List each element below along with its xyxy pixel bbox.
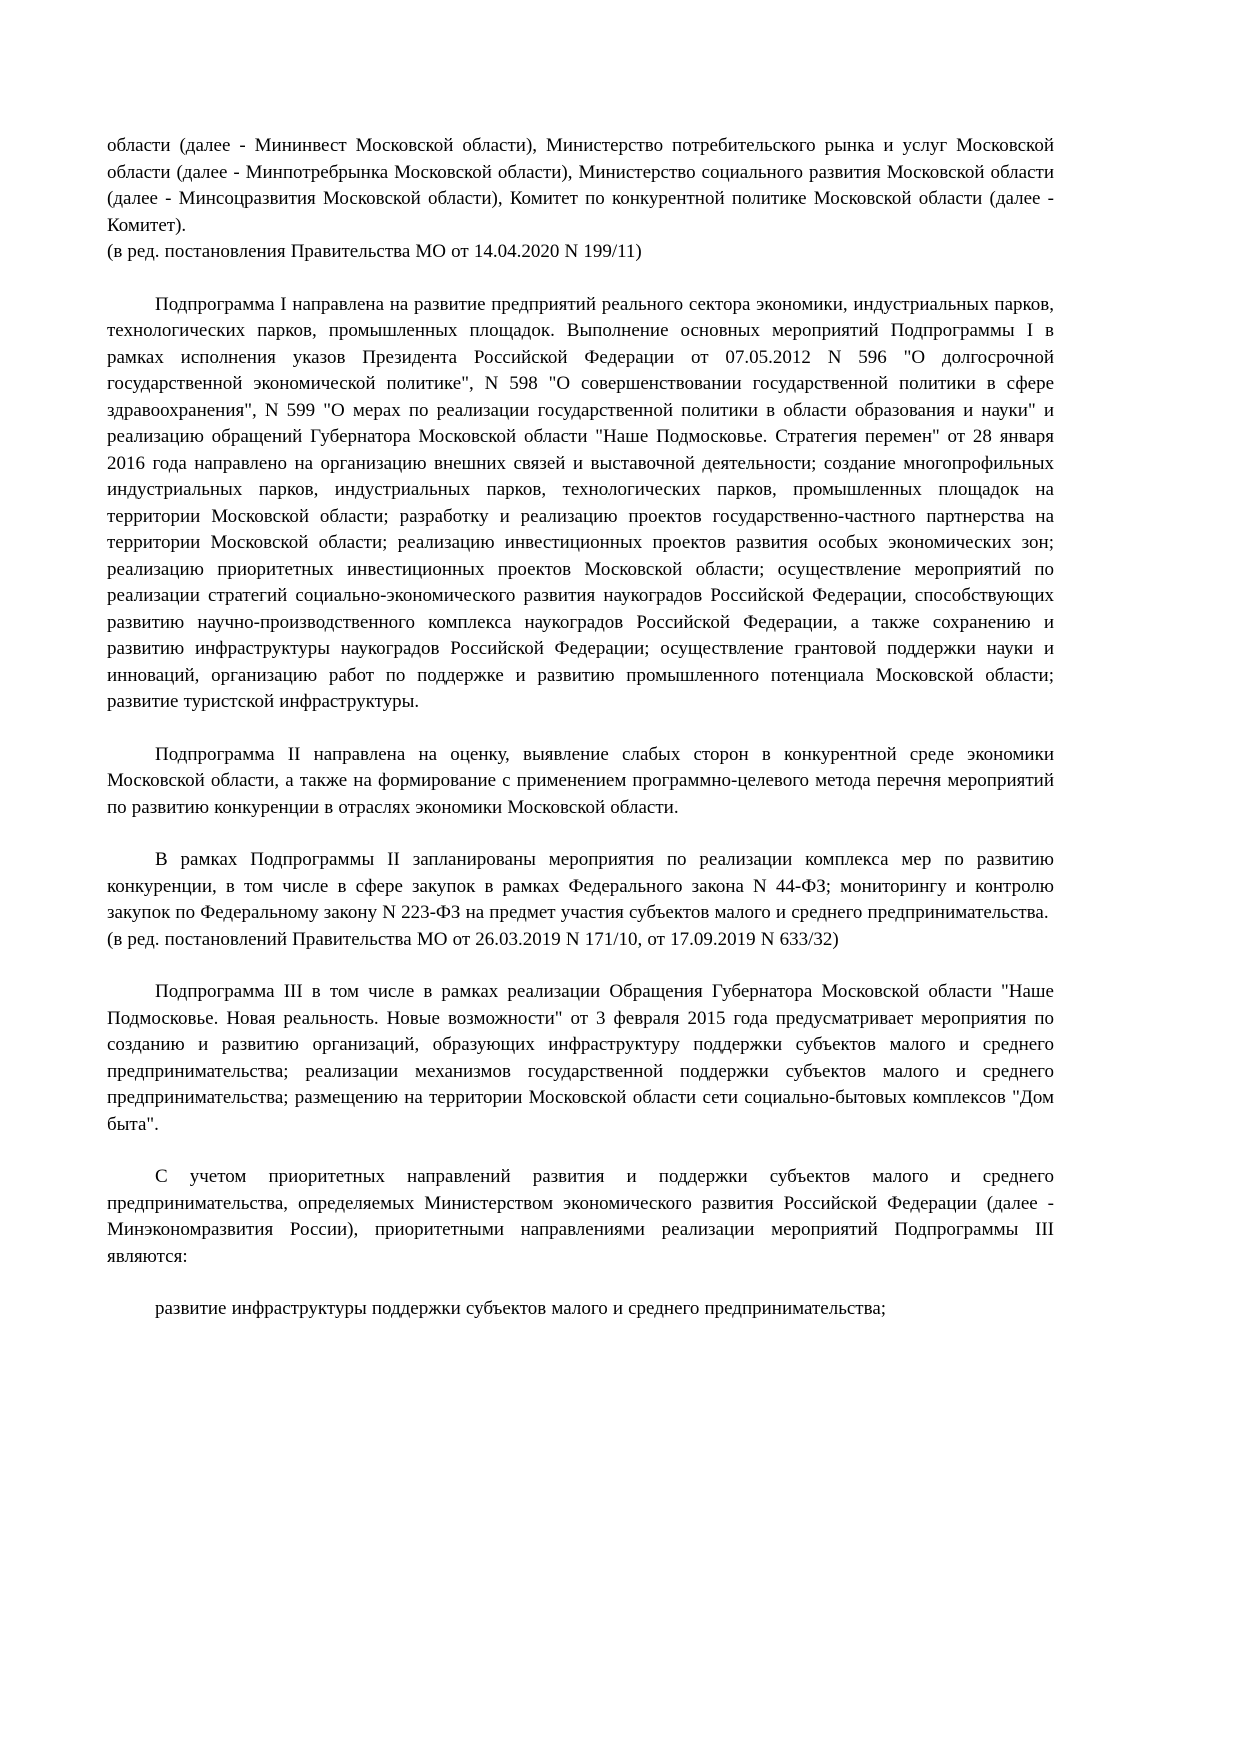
paragraph-subprogram-1: Подпрограмма I направлена на развитие предприятий реального сектора экономики, индустриальных парков, технологических парков, промышленных площадок. Выполнение основных мероприятий Подпрограммы I в рамках исполнения указов Президента Российской Федерации от 07.05.2012 N 596 "О долгосрочной государственной экономической политике", N 598 "О совершенствовании государственной политики в сфере здравоохранения", N 599 "О мерах по реализации государственной политики в области образования и науки" и реализацию обращений Губернатора Московской области "Наше Подмосковье. Стратегия перемен" от 28 января 2016 года направлено на организацию внешних связей и выставочной деятельности; создание многопрофильных индустриальных парков, индустриальных парков, технологических парков, промышленных площадок на территории Московской области; разработку и реализацию проектов государственно-частного партнерства на территории Московской области; реализацию инвестиционных проектов развития особых экономических зон; реализацию приоритетных инвестиционных проектов Московской области; осуществление мероприятий по реализации стратегий социально-экономического развития наукоградов Российской Федерации, способствующих развитию научно-производственного комплекса наукоградов Российской Федерации, а также сохранению и развитию инфраструктуры наукоградов Российской Федерации; осуществление грантовой поддержки науки и инноваций, организацию работ по поддержке и развитию промышленного потенциала Московской области; развитие туристской инфраструктуры. (107, 293, 1054, 712)
paragraph-subprogram-3: Подпрограмма III в том числе в рамках реализации Обращения Губернатора Московской области "Наше Подмосковье. Новая реальность. Новые возможности" от 3 февраля 2015 года предусматривает мероприятия по созданию и развитию организаций, образующих инфраструктуру поддержки субъектов малого и среднего предпринимательства; реализации механизмов государственной поддержки субъектов малого и среднего предпринимательства; размещению на территории Московской области сети социально-бытовых комплексов "Дом быта". (107, 981, 1054, 1135)
paragraph-subprogram-2: Подпрограмма II направлена на оценку, выявление слабых сторон в конкурентной среде экономики Московской области, а также на формирование с применением программно-целевого метода перечня мероприятий по развитию конкуренции в отраслях экономики Московской области. (107, 743, 1054, 818)
amendment-note: (в ред. постановлений Правительства МО от 26.03.2019 N 171/10, от 17.09.2019 N 633/32) (107, 928, 839, 950)
amendment-note: (в ред. постановления Правительства МО от 14.04.2020 N 199/11) (107, 241, 642, 262)
paragraph-priority-directions: С учетом приоритетных направлений развития и поддержки субъектов малого и среднего предпринимательства, определяемых Министерством экономического развития Российской Федерации (далее - Минэкономразвития России), приоритетными направлениями реализации мероприятий Подпрограммы III являются: (107, 1166, 1054, 1267)
paragraph-infrastructure-development: развитие инфраструктуры поддержки субъектов малого и среднего предпринимательства; (155, 1298, 887, 1319)
paragraph-subprogram-2-measures: В рамках Подпрограммы II запланированы мероприятия по реализации комплекса мер по развитию конкуренции, в том числе в сфере закупок в рамках Федерального закона N 44-ФЗ; мониторингу и контролю закупок по Федеральному закону N 223-ФЗ на предмет участия субъектов малого и среднего предпринимательства. (107, 849, 1054, 923)
paragraph-ministries-continuation: области (далее - Мининвест Московской области), Министерство потребительского рынка и услуг Московской области (далее - Минпотребрынка Московской области), Министерство социального развития Московской области (далее - Минсоцразвития Московской области), Комитет по конкурентной политике Московской области (далее - Комитет). (107, 135, 1054, 236)
